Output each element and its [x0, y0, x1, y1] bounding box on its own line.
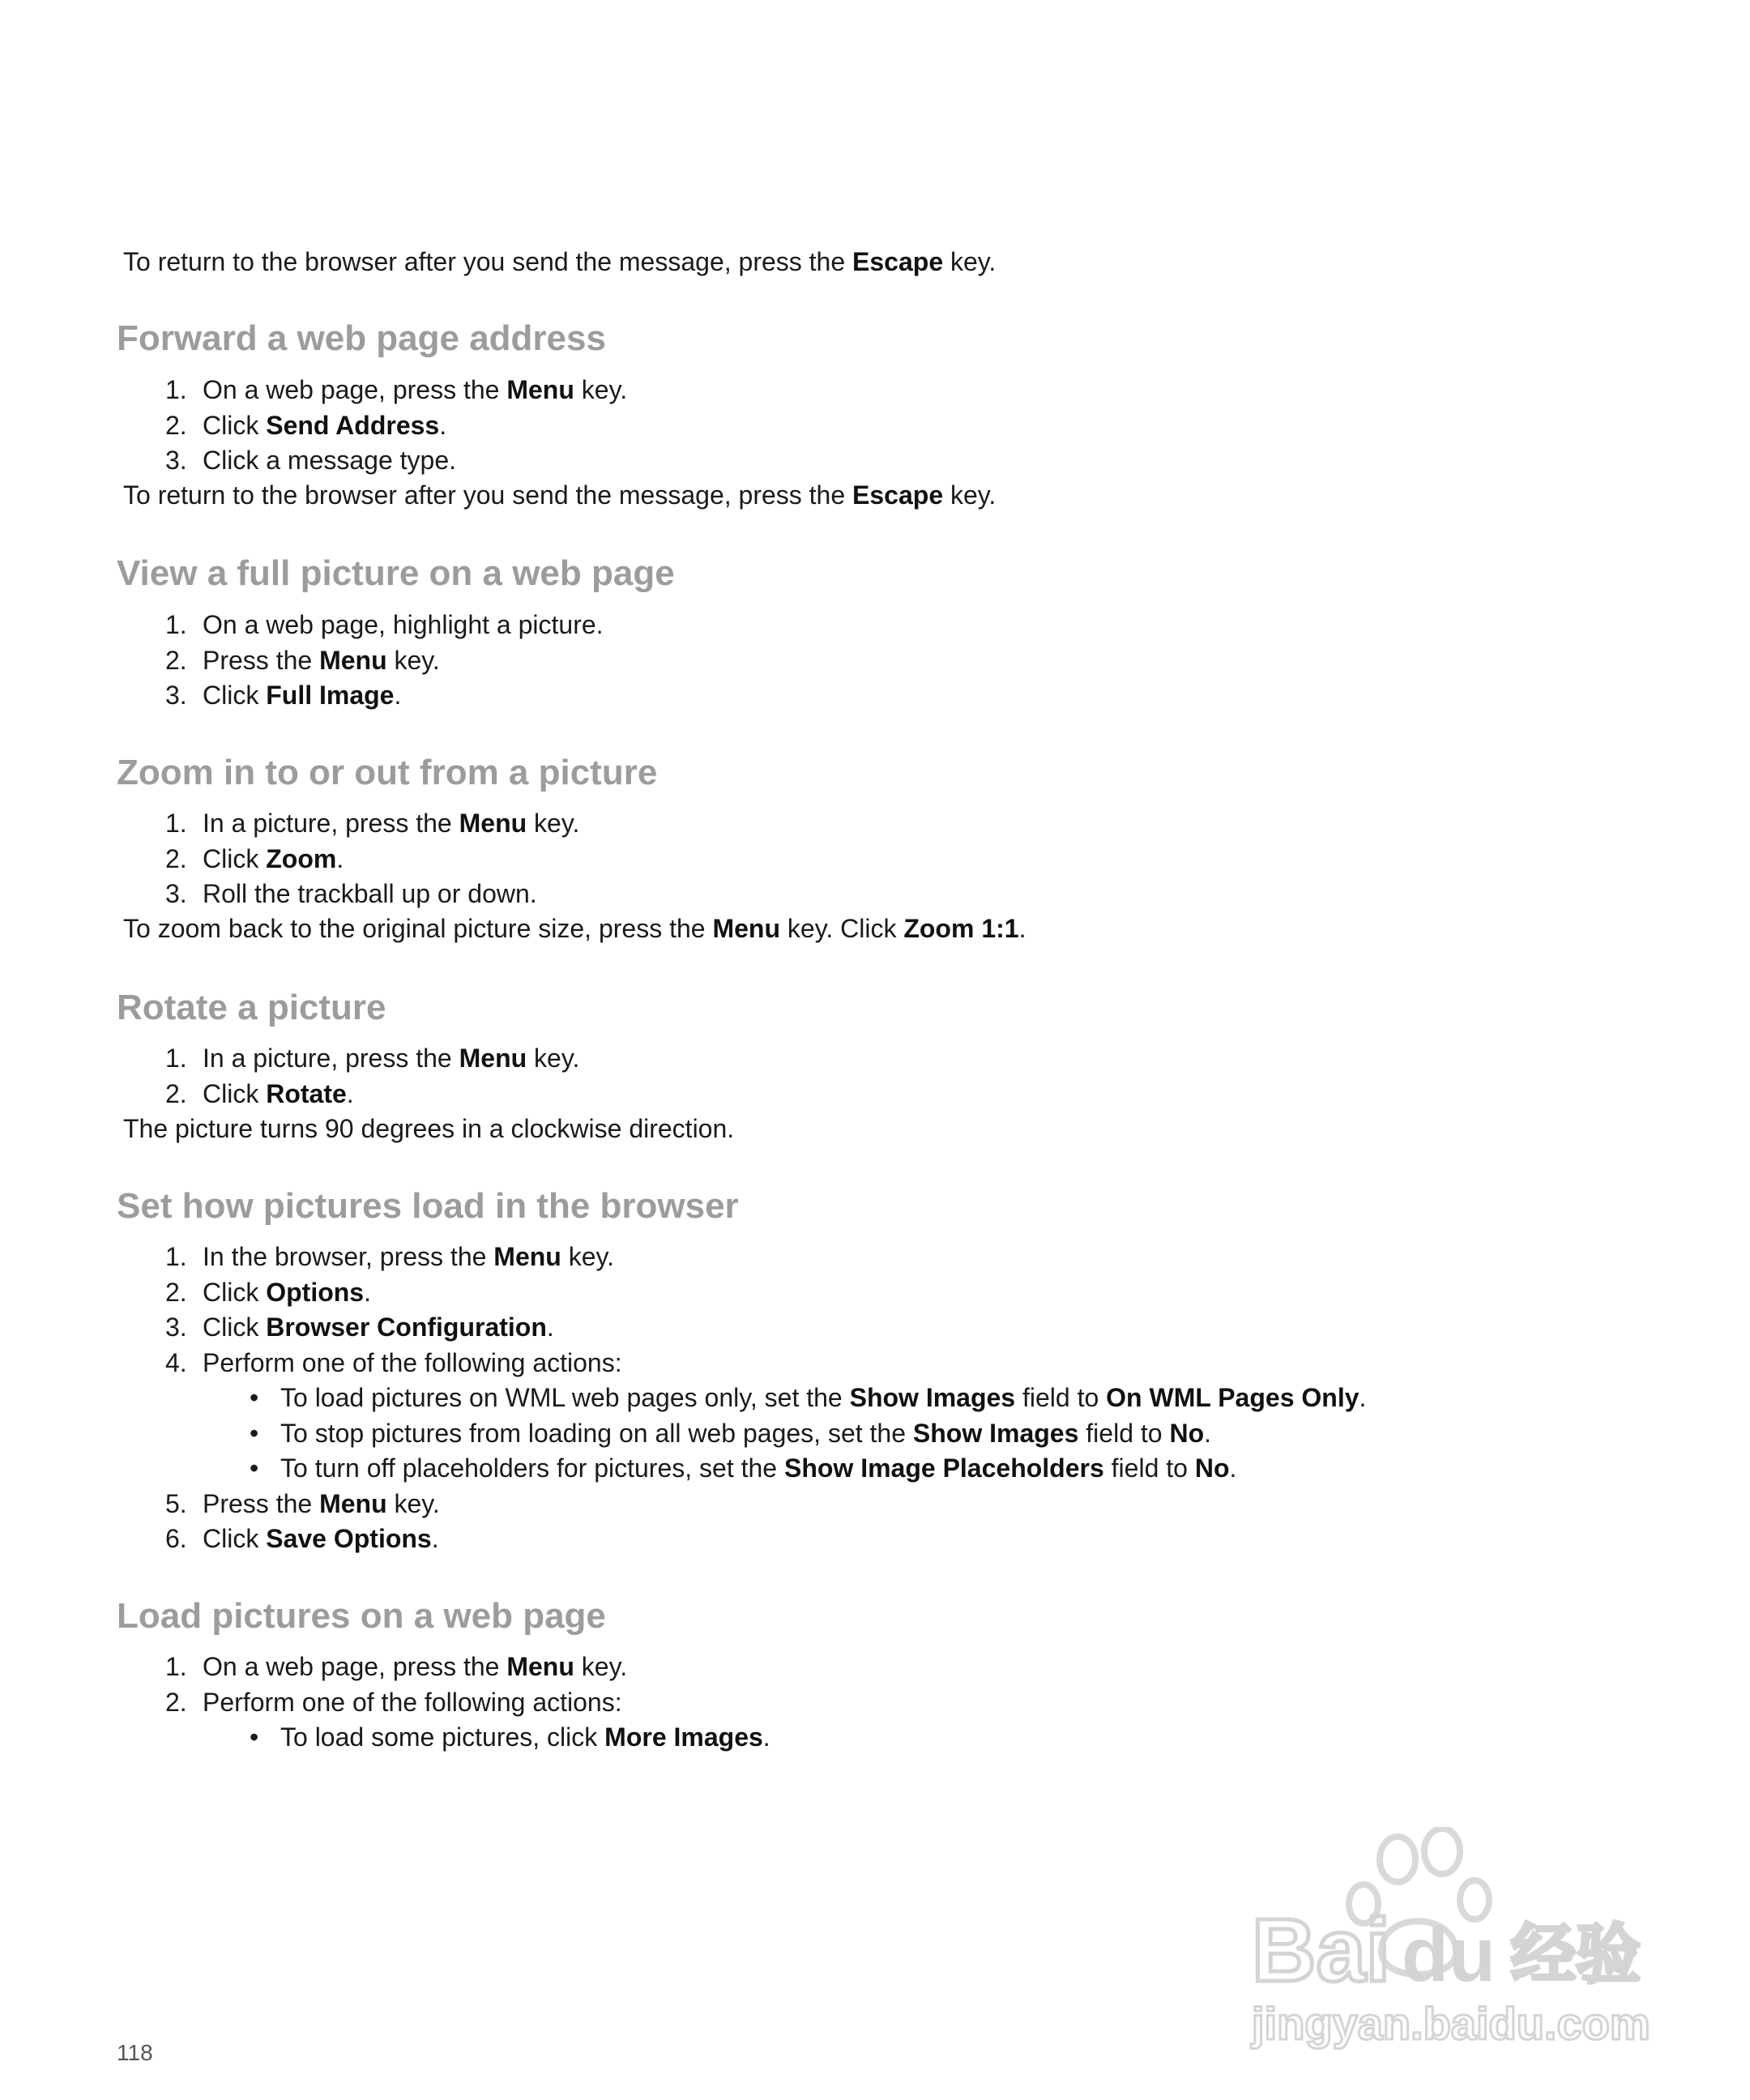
- bullet-item: • To load pictures on WML web pages only, set the Show Images field to On WML Pages Only.: [203, 1381, 1366, 1416]
- logo-text: Bai: [1252, 1901, 1391, 2000]
- steps-forward-address: [0, 373, 627, 479]
- step-item: 4. Perform one of the following actions: • To load pictures on WML web pages only, set the Show Images field to On WML Pages Only. • To stop pictures from loading on all web pages, set the Show Images field to No. • To turn off placeholders for pictures, set the Show Image Placeholders field to No.: [0, 1346, 1366, 1487]
- step-item: 3. Click a message type.: [165, 446, 457, 475]
- logo-du-text: du: [1402, 1912, 1496, 1998]
- section-note-zoom: To zoom back to the original picture size, press the Menu key. Click Zoom 1:1.: [123, 914, 1027, 943]
- section-heading-load-pictures: Load pictures on a web page: [117, 1596, 606, 1636]
- bullet-item: • To stop pictures from loading on all web pages, set the Show Images field to No.: [203, 1416, 1366, 1452]
- step-item: 6. Click Save Options.: [165, 1524, 439, 1553]
- step-item: 3. Click Browser Configuration.: [165, 1312, 554, 1342]
- section-heading-rotate: Rotate a picture: [117, 988, 386, 1027]
- steps-rotate: [0, 1041, 579, 1112]
- bullet-item: • To load some pictures, click More Images.: [203, 1720, 770, 1756]
- section-heading-forward-address: Forward a web page address: [117, 318, 606, 358]
- logo-jingyan-text: 经验: [1511, 1917, 1641, 1992]
- step-item: 1. On a web page, press the Menu key.: [165, 1652, 628, 1681]
- bullet-item: • To turn off placeholders for pictures, set the Show Image Placeholders field to No.: [203, 1451, 1366, 1487]
- steps-load-pictures: [0, 1650, 770, 1756]
- step-item: 2. Click Rotate.: [165, 1078, 354, 1108]
- bullet-list: [203, 1381, 1366, 1487]
- step-item: 2. Perform one of the following actions: • To load some pictures, click More Images.: [0, 1685, 770, 1756]
- step-item: 2. Click Options.: [165, 1277, 371, 1307]
- step-item: 3. Roll the trackball up or down.: [165, 879, 537, 908]
- step-item: 1. On a web page, highlight a picture.: [165, 610, 604, 639]
- section-heading-picture-loading: Set how pictures load in the browser: [117, 1186, 739, 1226]
- section-heading-full-picture: View a full picture on a web page: [117, 553, 675, 593]
- steps-picture-loading: [0, 1240, 1366, 1557]
- page-number: 118: [117, 2040, 153, 2065]
- section-note-forward-address: To return to the browser after you send the message, press the Escape key.: [123, 480, 997, 510]
- step-item: 3. Click Full Image.: [165, 681, 402, 710]
- step-item: 5. Press the Menu key.: [165, 1488, 440, 1518]
- bullet-list: [203, 1720, 770, 1756]
- step-item: 2. Click Zoom.: [165, 843, 344, 873]
- intro-note: To return to the browser after you send the message, press the Escape key.: [123, 247, 997, 276]
- steps-zoom: [0, 806, 579, 912]
- step-item: 1. On a web page, press the Menu key.: [165, 375, 628, 404]
- step-item: 1. In the browser, press the Menu key.: [165, 1242, 615, 1271]
- step-item: 1. In a picture, press the Menu key.: [165, 1044, 580, 1073]
- section-heading-zoom: Zoom in to or out from a picture: [117, 753, 658, 792]
- baidu-jingyan-watermark: [1244, 1827, 1665, 2054]
- step-item: 2. Click Send Address.: [165, 410, 447, 440]
- step-item: 2. Press the Menu key.: [165, 645, 440, 675]
- steps-full-picture: [0, 608, 604, 714]
- watermark-url: jingyan.baidu.com: [1252, 1998, 1650, 2049]
- step-item: 1. In a picture, press the Menu key.: [165, 809, 580, 838]
- section-note-rotate: The picture turns 90 degrees in a clockwise direction.: [123, 1114, 735, 1143]
